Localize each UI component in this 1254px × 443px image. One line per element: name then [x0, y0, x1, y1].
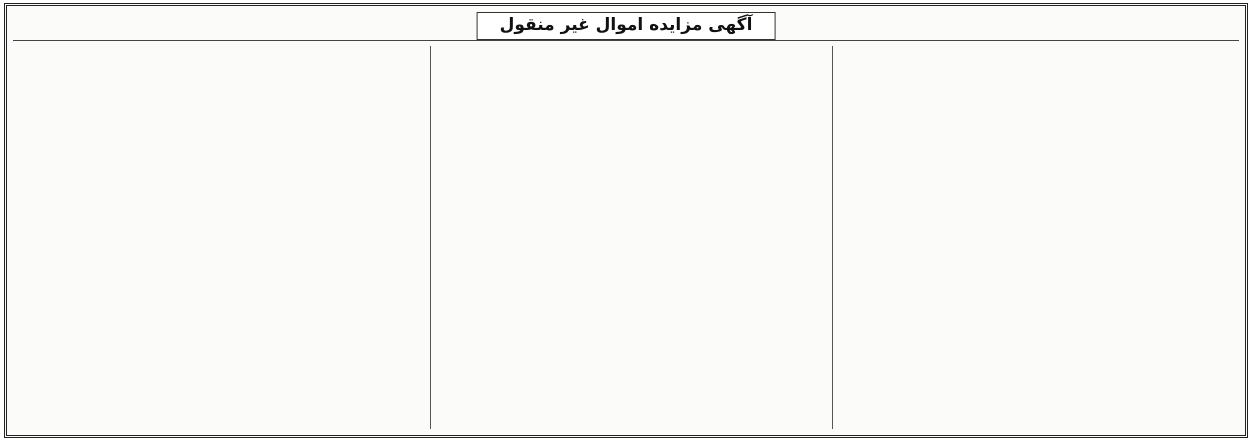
- title-divider: [13, 40, 1239, 41]
- notice-column-middle: [431, 46, 833, 429]
- auction-notice: [4, 3, 1248, 438]
- signature-block: [22, 88, 425, 164]
- notice-column-left: [17, 46, 431, 429]
- notice-column-right: [833, 46, 1235, 429]
- notice-columns: [17, 46, 1235, 429]
- notice-title: آگهی مزایده اموال غیر منقول: [477, 12, 776, 40]
